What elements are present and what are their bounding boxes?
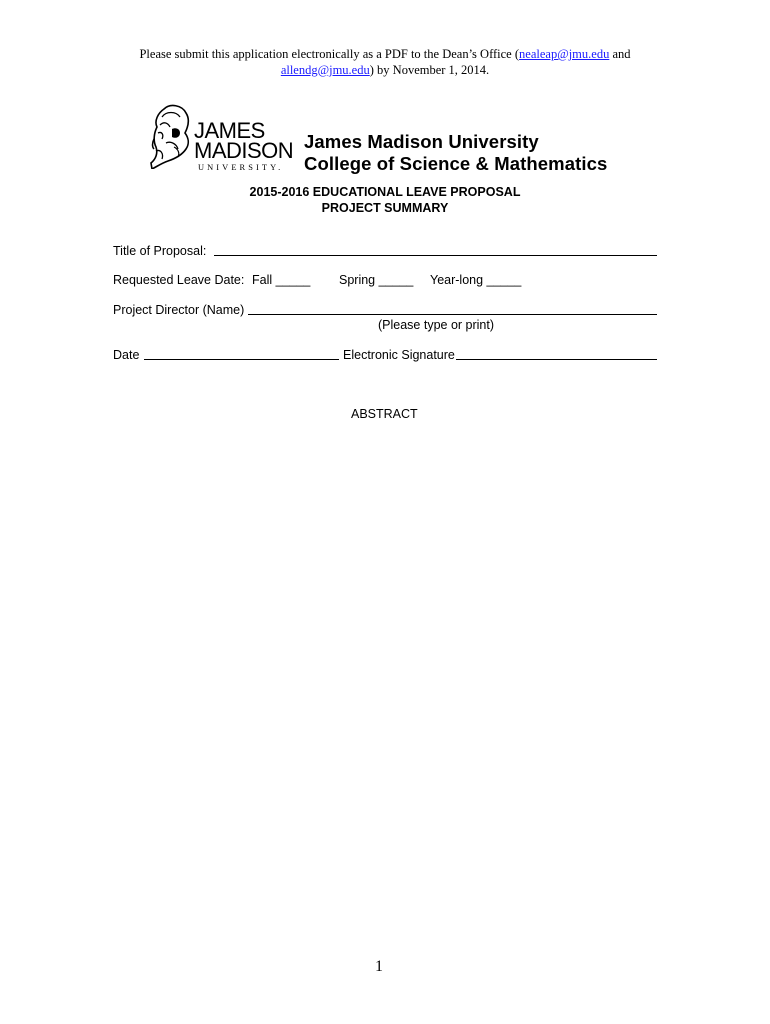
date-label: Date [113, 348, 140, 362]
dean-email-link-1[interactable]: nealeap@jmu.edu [519, 47, 610, 61]
page-number: 1 [375, 958, 383, 975]
dean-email-link-2[interactable]: allendg@jmu.edu [280, 63, 370, 77]
wordmark-university: UNIVERSITY. [198, 163, 284, 172]
notice-suffix: ) by November 1, 2014. [369, 63, 490, 77]
title-label: Title of Proposal: [113, 244, 207, 258]
leave-date-label: Requested Leave Date: [113, 273, 245, 287]
director-label: Project Director (Name) [113, 303, 245, 317]
fall-option[interactable]: Fall _____ [252, 273, 311, 287]
wordmark-james: JAMES [194, 118, 265, 143]
notice-prefix: Please submit this application electronically as a PDF to the Dean’s Office ( [139, 47, 520, 61]
yearlong-option[interactable]: Year-long _____ [430, 273, 522, 287]
director-input-line[interactable] [248, 314, 657, 315]
wordmark-madison: MADISON [194, 138, 294, 163]
university-name: James Madison University [304, 131, 539, 152]
spring-option[interactable]: Spring _____ [339, 273, 414, 287]
college-name: College of Science & Mathematics [304, 153, 608, 174]
date-input-line[interactable] [144, 359, 339, 360]
signature-label: Electronic Signature [343, 348, 455, 362]
submission-notice [100, 46, 670, 78]
notice-middle: and [609, 47, 631, 61]
jmu-wordmark [194, 118, 294, 173]
summary-heading: PROJECT SUMMARY [321, 201, 449, 215]
director-hint: (Please type or print) [378, 318, 495, 332]
proposal-heading: 2015-2016 EDUCATIONAL LEAVE PROPOSAL [249, 185, 521, 199]
signature-input-line[interactable] [456, 359, 657, 360]
abstract-heading: ABSTRACT [351, 407, 418, 421]
title-input-line[interactable] [214, 255, 657, 256]
madison-portrait-logo-icon [150, 103, 198, 169]
